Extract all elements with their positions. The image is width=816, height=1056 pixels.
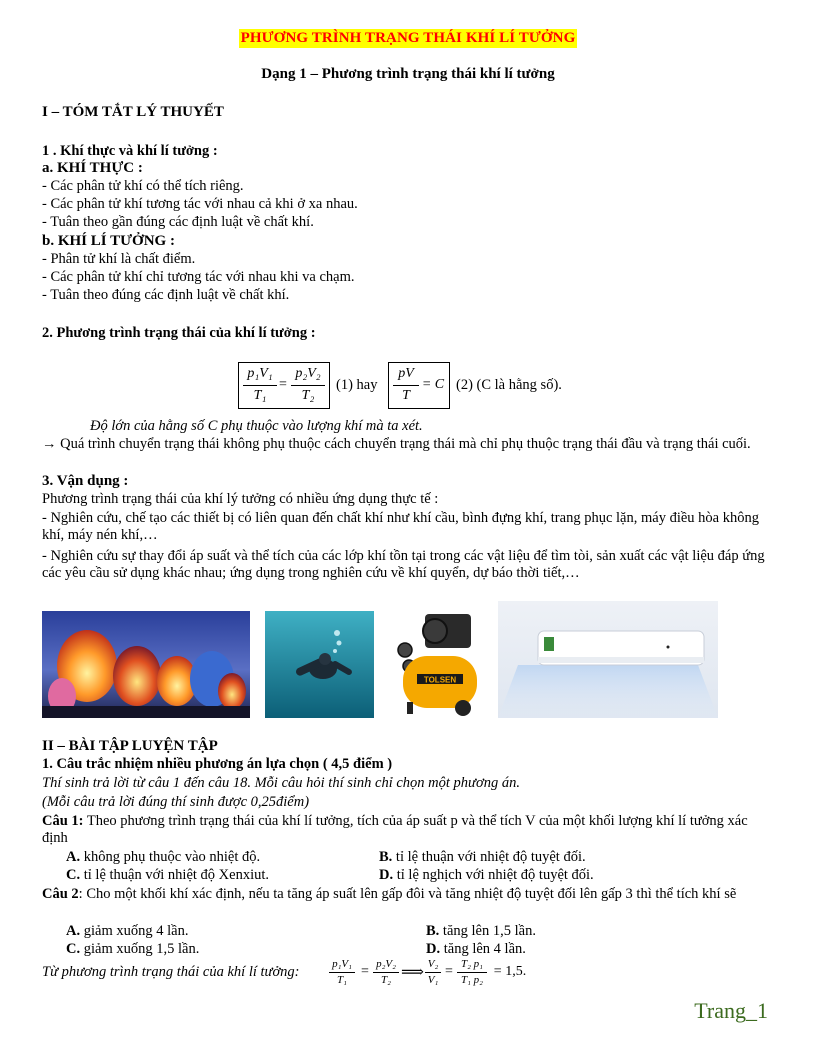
question-1-text: Theo phương trình trạng thái của khí lí tưởng, tích của áp suất p và thể tích V của một khối lượng khí lí tưởng xác định (42, 813, 748, 846)
q2-option-c[interactable] (66, 941, 199, 958)
fraction-bar (329, 972, 355, 973)
option-text: tỉ lệ thuận với nhiệt độ tuyệt đối. (392, 849, 586, 865)
part1-title: 1. Câu trắc nhiệm nhiều phương án lựa chọn ( 4,5 điểm ) (42, 756, 393, 772)
apps-point-2: - Nghiên cứu sự thay đổi áp suất và thể tích của các lớp khí tồn tại trong các vật liệu để tìm tòi, sản xuất các vật liệu đáp ứng các yêu cầu sử dụng khác nhau; ứng dụng trong nghiên cứu về khí quyển, dự báo thời tiết,… (42, 548, 765, 581)
option-text: tăng lên 4 lần. (440, 941, 526, 957)
air-conditioner-image (498, 601, 718, 718)
fraction-bar (291, 385, 325, 386)
apps-intro: Phương trình trạng thái của khí lý tưởng có nhiều ứng dụng thực tế : (42, 491, 439, 507)
option-key: D. (426, 941, 441, 957)
ideal-gas-point: - Tuân theo đúng các định luật về chất khí. (42, 287, 290, 303)
option-key: B. (426, 923, 440, 939)
option-key: C. (66, 941, 81, 957)
q2-option-b[interactable] (426, 923, 536, 940)
solution-formula (329, 958, 529, 992)
q2-option-a[interactable] (66, 923, 188, 940)
option-key: A. (66, 849, 81, 865)
real-gas-title: a. KHÍ THỰC : (42, 160, 143, 176)
fraction-bar (425, 972, 441, 973)
compressor-brand-label: TOLSEN (423, 675, 457, 685)
question-1 (42, 813, 772, 847)
option-key: A. (66, 923, 81, 939)
sol-frac4-num: T₂ p₁ (460, 958, 484, 970)
question-1-label: Câu 1: (42, 813, 84, 829)
item2-title: 2. Phương trình trạng thái của khí lí tưởng : (42, 325, 316, 341)
air-compressor-image (389, 604, 483, 718)
fraction-bar (393, 385, 419, 386)
page-title: PHƯƠNG TRÌNH TRẠNG THÁI KHÍ LÍ TƯỞNG (240, 30, 576, 46)
ideal-gas-point: - Các phân tử khí chỉ tương tác với nhau khi va chạm. (42, 269, 355, 285)
sol-frac1-num: p₁V₁ (332, 958, 352, 970)
formula-1-label: (1) hay (336, 377, 378, 393)
q1-option-b[interactable] (379, 849, 586, 866)
hot-air-balloons-image (42, 611, 250, 718)
option-key: B. (379, 849, 393, 865)
process-note: → Quá trình chuyển trạng thái không phụ thuộc cách chuyển trạng thái mà chỉ phụ thuộc trạng thái đầu và trạng thái cuối. (42, 436, 751, 452)
option-key: D. (379, 867, 394, 883)
option-text: tỉ lệ thuận với nhiệt độ Xenxiut. (80, 867, 269, 883)
item3-title: 3. Vận dụng : (42, 473, 129, 489)
formula-box-1 (238, 362, 330, 409)
formula-t1: T₁ (253, 388, 267, 403)
sol-result: = 1,5. (493, 964, 527, 979)
option-text: tỉ lệ nghịch với nhiệt độ tuyệt đối. (393, 867, 594, 883)
option-text: giảm xuống 1,5 lần. (80, 941, 200, 957)
q1-option-c[interactable] (66, 867, 269, 884)
formula-2-label: (2) (C là hằng số). (456, 377, 562, 393)
sol-frac4-den: T₁ p₂ (460, 974, 484, 986)
sol-frac3-num: V₂ (427, 958, 439, 970)
formula-p2v2: p₂V₂ (295, 366, 321, 381)
formula-p1v1: p₁V₁ (247, 366, 273, 381)
option-text: giảm xuống 4 lần. (80, 923, 189, 939)
sol-equals: = (361, 964, 369, 979)
formula-pv: pV (398, 366, 414, 381)
formula-equals-c: = C (421, 377, 445, 392)
question-2-label: Câu 2 (42, 886, 79, 902)
real-gas-point: - Tuân theo gần đúng các định luật về chất khí. (42, 214, 314, 230)
ideal-gas-point: - Phân tử khí là chất điểm. (42, 251, 196, 267)
real-gas-point: - Các phân tử khí có thể tích riêng. (42, 178, 244, 194)
fraction-bar (373, 972, 399, 973)
sol-frac2-den: T₂ (381, 974, 391, 986)
q1-option-a[interactable] (66, 849, 260, 866)
option-key: C. (66, 867, 81, 883)
question-2 (42, 886, 772, 903)
sol-equals: = (445, 964, 453, 979)
sol-frac2-num: p₂V₂ (376, 958, 396, 970)
page-number: Trang_1 (694, 998, 768, 1023)
scoring-text: (Mỗi câu trả lời đúng thí sinh được 0,25điểm) (42, 794, 310, 810)
instruction-text: Thí sinh trả lời từ câu 1 đến câu 18. Mỗi câu hỏi thí sinh chỉ chọn một phương án. (42, 775, 520, 791)
q2-option-d[interactable] (426, 941, 526, 958)
option-text: không phụ thuộc vào nhiệt độ. (80, 849, 261, 865)
solution-prefix: Từ phương trình trạng thái của khí lí tưởng: (42, 964, 300, 980)
constant-note: Độ lớn của hằng số C phụ thuộc vào lượng khí mà ta xét. (90, 418, 423, 434)
real-gas-point: - Các phân tử khí tương tác với nhau cả khi ở xa nhau. (42, 196, 358, 212)
formula-t2: T₂ (301, 388, 315, 403)
title-container (0, 29, 816, 48)
option-text: tăng lên 1,5 lần. (439, 923, 536, 939)
fraction-bar (243, 385, 277, 386)
fraction-bar (457, 972, 487, 973)
sol-frac1-den: T₁ (337, 974, 347, 986)
exercises-section-title: II – BÀI TẬP LUYỆN TẬP (42, 738, 218, 754)
formula-t: T (402, 388, 410, 403)
formula-equals: = (279, 377, 287, 392)
sol-frac3-den: V₁ (427, 974, 439, 986)
question-2-text: : Cho một khối khí xác định, nếu ta tăng áp suất lên gấp đôi và tăng nhiệt độ tuyệt đối lên gấp 3 thì thể tích khí sẽ (78, 886, 737, 902)
formula-box-2 (388, 362, 450, 409)
page-subtitle: Dạng 1 – Phương trình trạng thái khí lí tưởng (261, 66, 555, 82)
apps-point-1: - Nghiên cứu, chế tạo các thiết bị có liên quan đến chất khí như khí cầu, bình đựng khí, trang phục lặn, máy điều hòa không khí, máy nén khí,… (42, 510, 759, 543)
ideal-gas-title: b. KHÍ LÍ TƯỞNG : (42, 233, 175, 249)
sol-arrow: ⟹ (401, 964, 424, 981)
scuba-diver-image (265, 611, 374, 718)
theory-section-title: I – TÓM TẮT LÝ THUYẾT (42, 104, 224, 120)
item1-title: 1 . Khí thực và khí lí tưởng : (42, 143, 218, 159)
q1-option-d[interactable] (379, 867, 594, 884)
